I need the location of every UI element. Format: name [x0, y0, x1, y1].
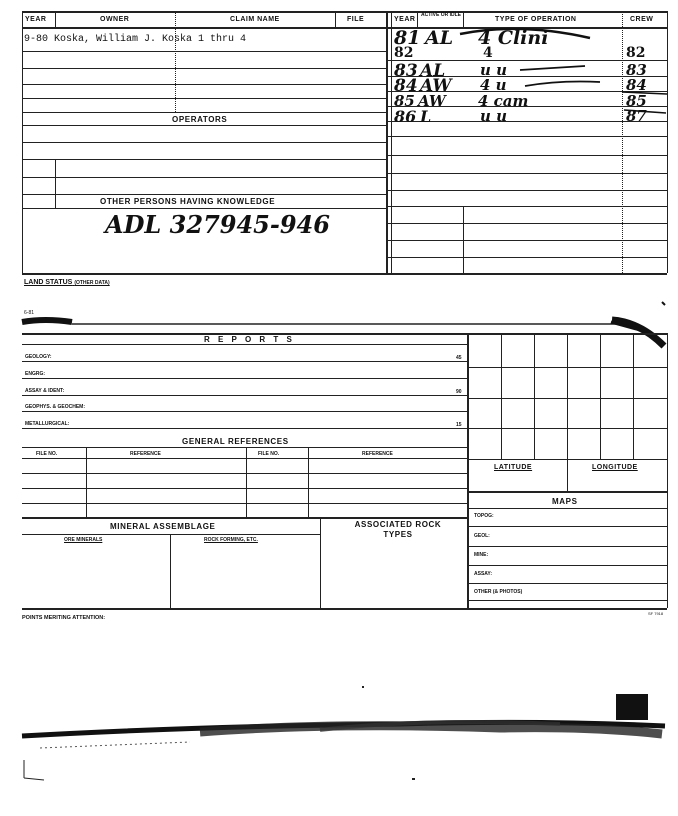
activity-crew: 85: [626, 92, 647, 110]
owner-entry: 9-80 Koska, William J. Koska 1 thru 4: [24, 34, 247, 45]
activity-status: AW: [418, 92, 446, 110]
maps-title: MAPS: [552, 497, 578, 506]
activity-crew: 82: [626, 45, 646, 61]
maps-row: ASSAY:: [474, 571, 493, 577]
header-type-operation: TYPE OF OPERATION: [495, 16, 577, 23]
header-crew: CREW: [630, 16, 654, 23]
maps-row: GEOL:: [474, 533, 490, 539]
activity-status: AL: [420, 61, 446, 81]
report-code: 15: [456, 422, 462, 428]
latitude-label: LATITUDE: [494, 464, 533, 471]
maps-row: OTHER (& PHOTOS): [474, 589, 523, 595]
activity-crew: 87: [626, 107, 647, 125]
report-label: ENGRG:: [25, 371, 45, 377]
activity-operation: 4 Clini: [478, 27, 549, 49]
activity-operation: 4 cam: [478, 92, 529, 110]
activity-year: 84: [394, 76, 418, 96]
points-meriting-attention: POINTS MERITING ATTENTION:: [22, 615, 106, 621]
land-status-note: 6-81: [24, 310, 35, 316]
report-label: METALLURGICAL:: [25, 421, 70, 427]
refs-file-no-2: FILE NO.: [258, 451, 280, 457]
reports-title: R E P O R T S: [204, 335, 295, 344]
report-code: 45: [456, 355, 462, 361]
refs-reference: REFERENCE: [130, 451, 161, 457]
report-label: GEOPHYS. & GEOCHEM:: [25, 404, 86, 410]
refs-file-no: FILE NO.: [36, 451, 58, 457]
header-active-idle: ACTIVE OR IDLE: [421, 12, 462, 18]
operators-label: OPERATORS: [172, 115, 228, 124]
header-claim-name: CLAIM NAME: [230, 16, 280, 23]
activity-operation: 4: [483, 45, 493, 61]
report-label: GEOLOGY:: [25, 354, 52, 360]
activity-year: 83: [394, 61, 418, 81]
header-owner: OWNER: [100, 16, 130, 23]
ore-minerals: ORE MINERALS: [64, 537, 103, 543]
activity-crew: 84: [626, 76, 647, 94]
report-code: 90: [456, 389, 462, 395]
header-file: FILE: [347, 16, 365, 23]
activity-status: AL: [425, 27, 454, 49]
activity-year: 81: [394, 27, 421, 49]
activity-status: AW: [420, 76, 452, 96]
header-year: YEAR: [25, 16, 47, 23]
activity-year: 86: [394, 107, 417, 126]
land-status-sub: (OTHER DATA): [74, 280, 110, 286]
maps-row: TOPOG:: [474, 513, 494, 519]
general-refs-title: GENERAL REFERENCES: [182, 437, 289, 446]
report-label: ASSAY & IDENT:: [25, 388, 65, 394]
header-year-right: YEAR: [394, 16, 416, 23]
activity-operation: 4 u: [480, 76, 507, 94]
rock-forming: ROCK FORMING, ETC.: [204, 537, 258, 543]
maps-row: MINE:: [474, 552, 489, 558]
refs-reference-2: REFERENCE: [362, 451, 393, 457]
mineral-title: MINERAL ASSEMBLAGE: [110, 522, 216, 531]
associated-rock-types: ASSOCIATED ROCK TYPES: [354, 520, 442, 539]
activity-status: L: [420, 107, 432, 126]
activity-crew: 83: [626, 61, 647, 79]
land-status-label-text: LAND STATUS: [24, 279, 73, 286]
longitude-label: LONGITUDE: [592, 464, 638, 471]
activity-year: 85: [394, 92, 415, 110]
knowledge-label: OTHER PERSONS HAVING KNOWLEDGE: [100, 197, 276, 206]
form-number: SF 7918: [648, 611, 664, 616]
activity-year: 82: [394, 45, 414, 61]
knowledge-entry: ADL 327945-946: [105, 210, 330, 239]
activity-operation: u u: [480, 107, 508, 125]
activity-operation: u u: [480, 61, 508, 79]
